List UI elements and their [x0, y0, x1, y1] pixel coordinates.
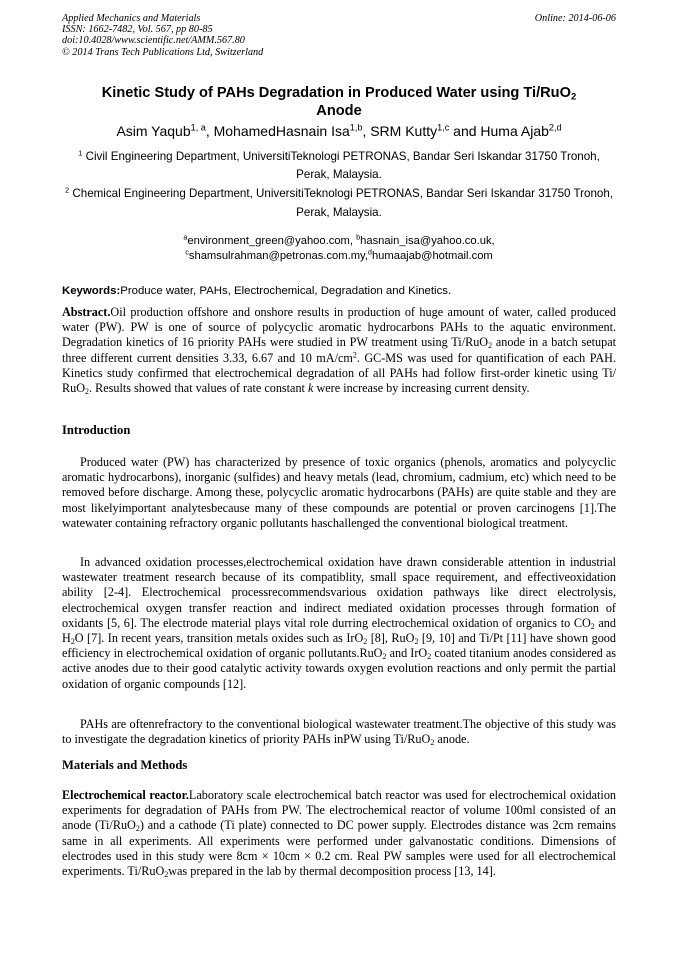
email-link[interactable]: shamsulrahman@petronas.com.my,: [188, 249, 368, 262]
author-name: Asim Yaqub: [116, 123, 191, 139]
author-name: SRM Kutty: [370, 123, 438, 139]
keywords-line: [62, 284, 616, 299]
intro-paragraph-3: PAHs are oftenrefractory to the conventional biological wastewater treatment.The objective of this study was to investigate the degradation kinetics of priority PAHs inPW using Ti/RuO$_2$ anode.: [62, 717, 616, 748]
intro-paragraph-1: Produced water (PW) has characterized by presence of toxic organics (phenols, aromatics and polycyclic aromatic hydrocarbons), inorganic (sulfides) and heavy metals (lead, chromium, cadmium, etc) which need to be removed before discharge. Among these, polycyclic aromatic hydrocarbons (PAHs) are quite stable and they are most likelyimportant analytesbecause many of these compounds are potential or proven carcinogens [1].The watewater containing refractory organic pollutants haschallenged the conventional biological treatment.: [62, 455, 616, 530]
abstract-label: Abstract.: [62, 305, 111, 319]
affiliation-1: $^1$ Civil Engineering Department, UniversitiTeknologi PETRONAS, Bandar Seri Iskandar 31750 Tronoh, Perak, Malaysia.: [78, 148, 600, 181]
email-link[interactable]: humaajab@hotmail.com: [371, 249, 493, 262]
doi-line: doi:10.4028/www.scientific.net/AMM.567.80: [62, 35, 245, 47]
intro-paragraph-2: In advanced oxidation processes,electrochemical oxidation have drawn considerable attention in industrial wastewater treatment research because of its compatiblity, small space requirement, and effectiveoxidation ability [2-4]. Electrochemical processrecommendsvarious oxidation pathways like direct electrolysis, electrochemical oxygen transfer reaction and indirect mediated oxidation processes through formation of oxidants [5, 6]. The electrode material plays vital role durring electrochemical oxidation of organics to $CO_2$ and $H_2O$ [7]. In recent years, transition metals oxides such as IrO$_2$ [8], RuO$_2$ [9, 10] and Ti/Pt [11] have shown good efficiency in electrochemical oxidation of organic pollutants.RuO$_2$ and IrO$_2$ coated titanium anodes considered as active anodes due to their good catalytic activity towards oxygen evolution reactions and only permit the partial oxidation of organic compounds [12].: [62, 555, 617, 691]
section-heading-introduction: Introduction: [62, 423, 131, 437]
keywords-text: Produce water, PAHs, Electrochemical, Degradation and Kinetics.: [120, 285, 452, 297]
author-name: Huma Ajab: [480, 123, 549, 139]
subsection-lead: Electrochemical reactor.: [62, 788, 189, 802]
author-list: Asim Yaqub$^{1, a}$, MohamedHasnain Isa$^{1,b}$, SRM Kutty$^{1,c}$ and Huma Ajab$^{2,d}$: [116, 122, 562, 139]
author-emails: $^a$environment_green@yahoo.com, $^b$hasnain_isa@yahoo.co.uk, $^c$shamsulrahman@petronas.com.my,$^d$humaajab@hotmail.com: [183, 232, 495, 262]
affiliation-2: $^2$ Chemical Engineering Department, UniversitiTeknologi PETRONAS, Bandar Seri Iskandar 31750 Tronoh, Perak, Malaysia.: [64, 185, 614, 219]
author-name: MohamedHasnain Isa: [213, 123, 350, 139]
journal-name: Applied Mechanics and Materials: [62, 13, 201, 24]
copyright-line: © 2014 Trans Tech Publications Ltd, Switzerland: [62, 46, 264, 58]
online-date: Online: 2014-06-06: [534, 13, 616, 24]
journal-header: [62, 13, 263, 58]
keywords-label: Keywords:: [62, 285, 121, 297]
issn-line: ISSN: 1662-7482, Vol. 567, pp 80-85: [62, 24, 213, 36]
abstract: Abstract.Oil production offshore and onshore results in production of huge amount of water, called produced water (PW). PW is one of source of polycyclic aromatic hydrocarbons PAHs to the aquatic environment. Degradation kinetics of 16 priority PAHs were studied in PW treatment using Ti/RuO$_2$ anode in a batch setupat three different current densities 3.33, 6.67 and 10 $mA/cm^2$. GC-MS was used for quantification of each PAH. Kinetics study confirmed that electrochemical degradation of all PAHs had follow first-order kinetic using Ti/ RuO$_2$. Results showed that values of rate constant k were increase by increasing current density.: [62, 305, 617, 396]
section-heading-materials-methods: Materials and Methods: [62, 758, 188, 772]
email-link[interactable]: environment_green@yahoo.com,: [187, 235, 357, 247]
email-link[interactable]: hasnain_isa@yahoo.co.uk,: [360, 235, 495, 247]
paper-title: Kinetic Study of PAHs Degradation in Produced Water using Ti/RuO$_2$ Anode: [101, 85, 577, 119]
methods-paragraph-1: Electrochemical reactor.Laboratory scale electrochemical batch reactor was used for electrochemical oxidation experiments for degradation of PAHs from PW. The electrochemical reactor of volume 100ml consisted of an anode (Ti/RuO$_2$) and a cathode (Ti plate) connected to DC power supply. Electrodes distance was 2cm remains same in all experiments. All experiments were performed under galvanostatic conditions. Dimensions of electrodes used in this study were 8cm × 10cm × 0.2 cm. Real PW samples were used for all electrochemical experiments. Ti/RuO$_2$was prepared in the lab by thermal decomposition process [13, 14].: [62, 788, 617, 879]
